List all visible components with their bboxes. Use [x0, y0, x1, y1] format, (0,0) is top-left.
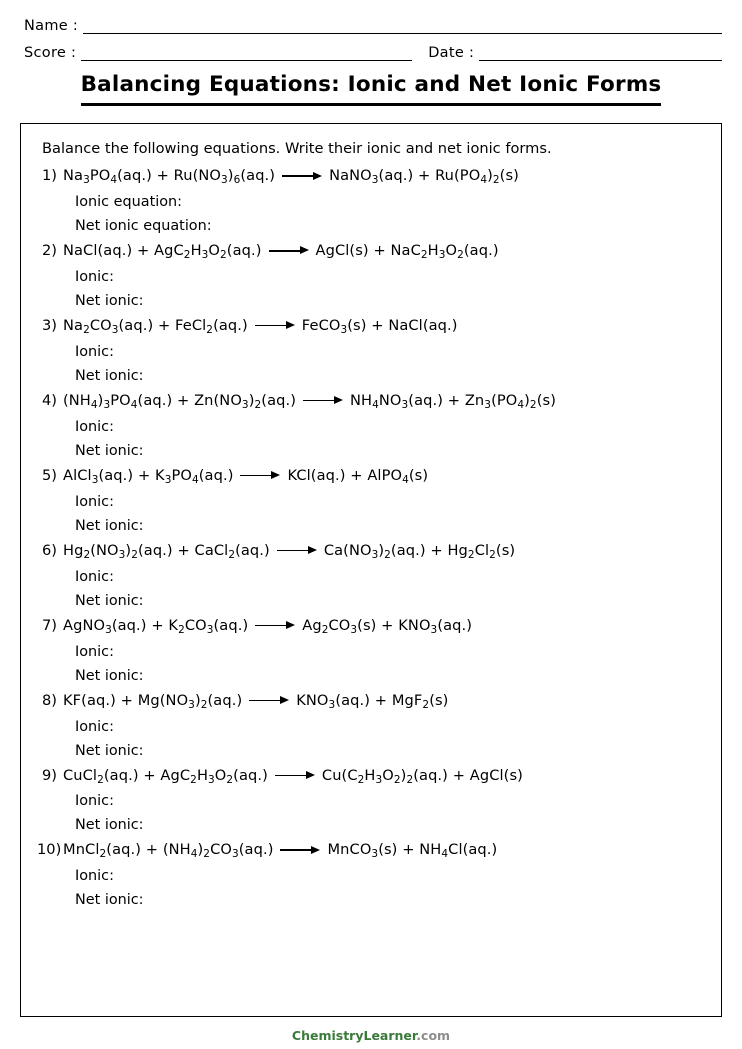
problem-number: 5): [42, 466, 57, 484]
score-date-field-row: [20, 45, 722, 61]
reactants: $Hg_2(NO_3)_2(aq.)$ + CaCl$_2$(aq.): [63, 541, 270, 561]
products: FeCO$_3$(s) + NaCl(aq.): [301, 316, 458, 336]
products: $NH_4NO_3(aq.) + Zn_3(PO_4)_2(s)$: [350, 391, 556, 411]
reaction-arrow-icon: [240, 471, 280, 480]
problem-list: [37, 167, 705, 908]
problem-item: [37, 617, 705, 684]
problem-number: 4): [42, 391, 57, 409]
problem-item: [37, 542, 705, 609]
equation-line: [37, 242, 705, 261]
reaction-arrow-icon: [277, 546, 317, 555]
score-label: Score :: [24, 45, 77, 61]
footer-brand: ChemistryLearner: [291, 1028, 417, 1043]
ionic-equation-prompt[interactable]: Ionic:: [75, 343, 114, 360]
equation-line: [37, 542, 705, 561]
date-label: Date :: [428, 45, 475, 61]
name-input-line[interactable]: [83, 19, 722, 34]
footer-suffix: .com: [416, 1028, 451, 1043]
equation-line: [37, 392, 705, 411]
problem-number: 1): [42, 167, 57, 184]
problem-number: 10): [37, 841, 62, 859]
ionic-equation-prompt[interactable]: Ionic equation:: [75, 193, 182, 210]
reactants: CuCl$_2$(aq.) + $AgC_2H_3O_2(aq.)$: [63, 766, 268, 786]
reaction-arrow-icon: [255, 321, 295, 330]
reaction-arrow-icon: [282, 171, 322, 180]
products: AgCl(s) + $NaC_2H_3O_2(aq.)$: [315, 241, 499, 261]
problem-item: [37, 317, 705, 384]
products: $Cu(C_2H_3O_2)_2(aq.)$ + AgCl(s): [321, 766, 523, 786]
ionic-equation-prompt[interactable]: Ionic:: [75, 793, 114, 810]
equation-line: [37, 317, 705, 336]
instructions: Balance the following equations. Write their ionic and net ionic forms.: [42, 140, 552, 157]
reaction-arrow-icon: [303, 396, 343, 405]
reaction-arrow-icon: [249, 696, 289, 705]
reaction-arrow-icon: [255, 621, 295, 630]
problem-item: [37, 467, 705, 534]
worksheet-body: [20, 123, 722, 1017]
reactants: NaCl(aq.) + $AgC_2H_3O_2(aq.)$: [63, 241, 262, 261]
net-ionic-equation-prompt[interactable]: Net ionic:: [75, 817, 144, 834]
page-title: Balancing Equations: Ionic and Net Ionic Forms: [81, 72, 662, 106]
net-ionic-equation-prompt[interactable]: Net ionic:: [75, 442, 144, 459]
problem-item: [37, 167, 705, 234]
problem-item: [37, 841, 705, 908]
ionic-equation-prompt[interactable]: Ionic:: [75, 268, 114, 285]
net-ionic-equation-prompt[interactable]: Net ionic equation:: [75, 217, 212, 234]
net-ionic-equation-prompt[interactable]: Net ionic:: [75, 292, 144, 309]
net-ionic-equation-prompt[interactable]: Net ionic:: [75, 367, 144, 384]
ionic-equation-prompt[interactable]: Ionic:: [75, 868, 114, 885]
name-label: Name :: [24, 18, 79, 34]
ionic-equation-prompt[interactable]: Ionic:: [75, 418, 114, 435]
ionic-equation-prompt[interactable]: Ionic:: [75, 643, 114, 660]
reactants: $KF(aq.) + Mg(NO_3)_2(aq.)$: [63, 691, 243, 711]
problem-number: 6): [42, 541, 57, 559]
footer-credit: [20, 1028, 722, 1043]
equation-line: [37, 467, 705, 486]
reaction-arrow-icon: [269, 246, 309, 255]
reactants: AlCl$_3$(aq.) + $K_3PO_4(aq.)$: [63, 466, 234, 486]
reactants: AgNO$_3$(aq.) + $K_2CO_3(aq.)$: [63, 616, 249, 636]
problem-item: [37, 242, 705, 309]
problem-number: 9): [42, 766, 57, 784]
products: MnCO$_3$(s) + $NH_4Cl(aq.)$: [327, 841, 498, 861]
date-input-line[interactable]: [479, 46, 722, 61]
ionic-equation-prompt[interactable]: Ionic:: [75, 568, 114, 585]
problem-number: 7): [42, 616, 57, 634]
ionic-equation-prompt[interactable]: Ionic:: [75, 493, 114, 510]
reactants: MnCl$_2$(aq.) + $(NH_4)_2CO_3(aq.)$: [63, 841, 274, 861]
net-ionic-equation-prompt[interactable]: Net ionic:: [75, 892, 144, 909]
problem-number: 3): [42, 316, 57, 334]
net-ionic-equation-prompt[interactable]: Net ionic:: [75, 517, 144, 534]
net-ionic-equation-prompt[interactable]: Net ionic:: [75, 592, 144, 609]
net-ionic-equation-prompt[interactable]: Net ionic:: [75, 667, 144, 684]
equation-line: [37, 167, 705, 186]
products: $Ca(NO_3)_2(aq.) + Hg_2Cl_2(s)$: [323, 541, 516, 561]
equation-line: [37, 692, 705, 711]
score-input-line[interactable]: [81, 46, 412, 61]
problem-item: [37, 392, 705, 459]
ionic-equation-prompt[interactable]: Ionic:: [75, 718, 114, 735]
reaction-arrow-icon: [280, 845, 320, 854]
products: KCl(aq.) + AlPO$_4$(s): [287, 466, 429, 486]
equation-line: [37, 767, 705, 786]
products: NaNO$_3$(aq.) + $Ru(PO_4)_2(s)$: [329, 167, 519, 186]
problem-number: 2): [42, 241, 57, 259]
reaction-arrow-icon: [275, 771, 315, 780]
reactants: $(NH_4)_3PO_4(aq.) + Zn(NO_3)_2(aq.)$: [63, 391, 297, 411]
name-field-row: [20, 18, 722, 34]
reactants: $Na_2CO_3(aq.)$ + FeCl$_2$(aq.): [63, 316, 248, 336]
equation-line: [37, 841, 705, 860]
equation-line: [37, 617, 705, 636]
reactants: $Na_3PO_4(aq.) + Ru(NO_3)_6(aq.)$: [63, 167, 276, 186]
problem-number: 8): [42, 691, 57, 709]
net-ionic-equation-prompt[interactable]: Net ionic:: [75, 742, 144, 759]
products: $Ag_2CO_3(s) + KNO_3(aq.)$: [302, 616, 473, 636]
title-container: [20, 72, 722, 106]
products: $KNO_3(aq.) + MgF_2(s)$: [296, 691, 449, 711]
problem-item: [37, 692, 705, 759]
problem-item: [37, 767, 705, 834]
